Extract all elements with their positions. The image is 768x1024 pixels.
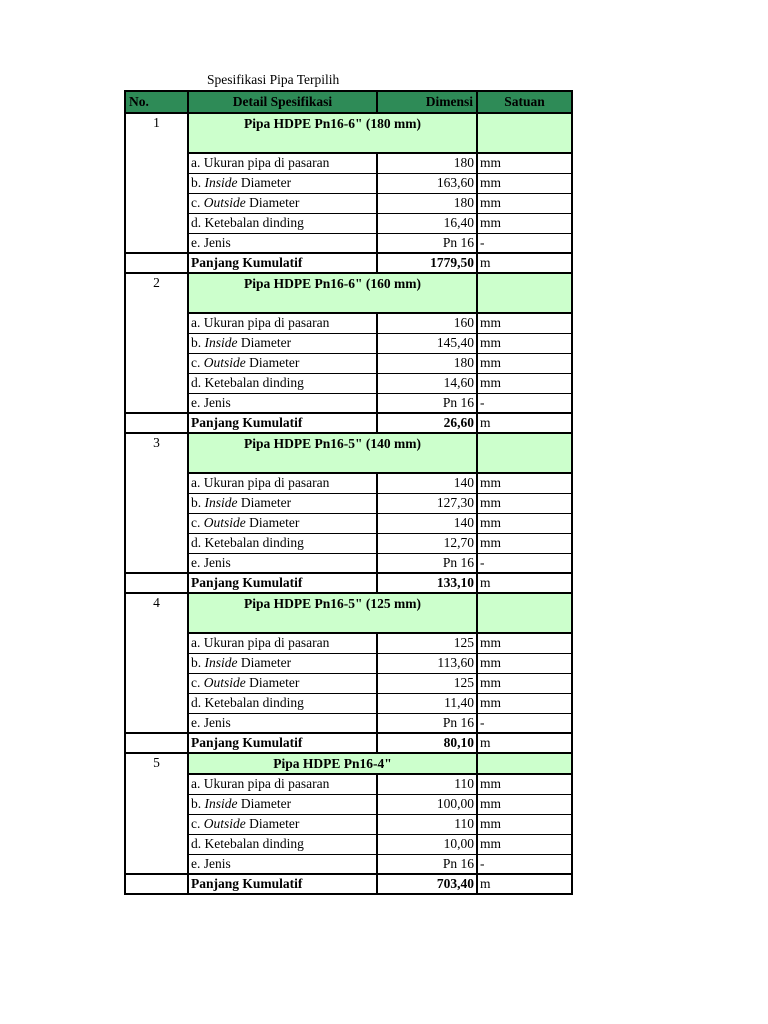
spec-item-label	[188, 473, 377, 493]
spec-item-label-suffix: Diameter	[237, 175, 292, 190]
spec-item-unit: mm	[477, 794, 572, 814]
spec-item-row	[125, 393, 572, 413]
header-dimension: Dimensi	[377, 91, 477, 113]
spec-item-row	[125, 313, 572, 333]
cumulative-length-unit: m	[477, 733, 572, 753]
spec-item-label-text: a. Ukuran pipa di pasaran	[191, 635, 330, 651]
spec-item-dimension: Pn 16	[377, 553, 477, 573]
spec-item-label	[188, 553, 377, 573]
spec-item-label	[188, 213, 377, 233]
spec-item-label	[188, 653, 377, 673]
spec-item-row	[125, 834, 572, 854]
spec-item-label-suffix: Diameter	[245, 816, 300, 831]
spec-item-row	[125, 673, 572, 693]
cumulative-length-value: 26,60	[377, 413, 477, 433]
spec-item-label	[188, 393, 377, 413]
spec-item-unit: mm	[477, 633, 572, 653]
spec-item-label-text: b.	[191, 175, 205, 190]
spec-item-label	[188, 313, 377, 333]
spec-item-label	[188, 774, 377, 794]
spec-item-label-suffix: Diameter	[237, 796, 292, 811]
section-title-unit-cell	[477, 273, 572, 313]
spec-item-dimension: 145,40	[377, 333, 477, 353]
section-title: Pipa HDPE Pn16-5" (125 mm)	[188, 593, 477, 633]
spec-item-label-emphasis: Inside	[204, 335, 238, 350]
spec-item-row	[125, 373, 572, 393]
spec-item-unit: mm	[477, 213, 572, 233]
spec-item-dimension: Pn 16	[377, 233, 477, 253]
cumulative-length-label: Panjang Kumulatif	[188, 253, 377, 273]
spec-item-unit: mm	[477, 173, 572, 193]
spec-item-label	[188, 153, 377, 173]
section-title-unit-cell	[477, 113, 572, 153]
section-title-row	[125, 273, 572, 313]
spec-item-label	[188, 834, 377, 854]
spec-item-label-text: a. Ukuran pipa di pasaran	[191, 776, 330, 792]
spec-item-label-text: b.	[191, 495, 205, 510]
spec-item-label-emphasis: Inside	[204, 175, 238, 190]
spec-item-label-emphasis: Inside	[204, 796, 238, 811]
table-header-row	[125, 91, 572, 113]
spec-item-label-text: d. Ketebalan dinding	[191, 215, 304, 230]
section-number: 5	[125, 753, 188, 874]
spec-item-unit: mm	[477, 473, 572, 493]
spec-item-label-suffix: Diameter	[245, 195, 300, 210]
cumulative-length-label: Panjang Kumulatif	[188, 733, 377, 753]
spec-item-label-text: c.	[191, 195, 204, 210]
spec-item-label	[188, 533, 377, 553]
spec-item-label-suffix: Diameter	[237, 495, 292, 510]
section-title-unit-cell	[477, 593, 572, 633]
spec-item-dimension: 160	[377, 313, 477, 333]
spec-item-dimension: Pn 16	[377, 854, 477, 874]
spec-item-label	[188, 513, 377, 533]
spec-item-label-emphasis: Inside	[204, 495, 238, 510]
spec-item-dimension: 180	[377, 353, 477, 373]
spec-item-label	[188, 814, 377, 834]
spec-item-unit: mm	[477, 153, 572, 173]
spec-item-unit: mm	[477, 353, 572, 373]
spec-item-label-text: c.	[191, 675, 204, 690]
section-title-row	[125, 433, 572, 473]
cumulative-length-no-cell	[125, 253, 188, 273]
spec-item-label	[188, 373, 377, 393]
section-title-unit-cell	[477, 433, 572, 473]
spec-item-label-emphasis: Outside	[203, 515, 246, 530]
spec-item-dimension: 11,40	[377, 693, 477, 713]
spec-item-dimension: 180	[377, 193, 477, 213]
spec-item-row	[125, 814, 572, 834]
spec-item-row	[125, 854, 572, 874]
section-number: 1	[125, 113, 188, 253]
spec-item-row	[125, 533, 572, 553]
cumulative-length-row	[125, 733, 572, 753]
section-title: Pipa HDPE Pn16-6" (160 mm)	[188, 273, 477, 313]
spec-item-unit: -	[477, 553, 572, 573]
spec-item-dimension: 125	[377, 633, 477, 653]
spec-item-unit: mm	[477, 333, 572, 353]
spec-item-label	[188, 794, 377, 814]
cumulative-length-label: Panjang Kumulatif	[188, 573, 377, 593]
spec-item-row	[125, 213, 572, 233]
spec-item-unit: mm	[477, 513, 572, 533]
spec-item-row	[125, 333, 572, 353]
spec-item-unit: mm	[477, 313, 572, 333]
spec-item-label-emphasis: Outside	[203, 675, 246, 690]
spec-item-row	[125, 193, 572, 213]
spec-item-unit: mm	[477, 814, 572, 834]
spec-item-label-text: a. Ukuran pipa di pasaran	[191, 475, 330, 491]
spec-item-label-text: c.	[191, 355, 204, 370]
spec-item-label-emphasis: Inside	[204, 655, 238, 670]
spec-item-label-text: c.	[191, 515, 204, 530]
cumulative-length-value: 133,10	[377, 573, 477, 593]
spec-item-label-emphasis: Outside	[203, 195, 246, 210]
spec-item-unit: mm	[477, 834, 572, 854]
spec-item-label-suffix: Diameter	[245, 515, 300, 530]
spec-item-unit: -	[477, 393, 572, 413]
spec-item-label-text: d. Ketebalan dinding	[191, 535, 304, 550]
cumulative-length-unit: m	[477, 874, 572, 894]
spec-item-label-suffix: Diameter	[237, 655, 292, 670]
spec-item-label	[188, 333, 377, 353]
spec-item-label-text: d. Ketebalan dinding	[191, 375, 304, 390]
spec-item-row	[125, 473, 572, 493]
spec-item-label	[188, 713, 377, 733]
spec-item-label-suffix: Diameter	[245, 355, 300, 370]
spec-item-dimension: 110	[377, 814, 477, 834]
spec-item-row	[125, 653, 572, 673]
spec-item-label-text: d. Ketebalan dinding	[191, 695, 304, 710]
section-title: Pipa HDPE Pn16-4"	[188, 753, 477, 774]
spec-item-row	[125, 794, 572, 814]
spec-item-label	[188, 173, 377, 193]
spec-item-label-text: e. Jenis	[191, 394, 231, 410]
header-unit: Satuan	[477, 91, 572, 113]
cumulative-length-row	[125, 413, 572, 433]
spec-item-unit: mm	[477, 193, 572, 213]
header-detail: Detail Spesifikasi	[188, 91, 377, 113]
section-title-row	[125, 753, 572, 774]
spec-item-dimension: Pn 16	[377, 713, 477, 733]
spec-item-label-text: b.	[191, 655, 205, 670]
spec-item-label-suffix: Diameter	[245, 675, 300, 690]
spec-item-dimension: 100,00	[377, 794, 477, 814]
spec-item-label-text: d. Ketebalan dinding	[191, 836, 304, 851]
spec-item-row	[125, 513, 572, 533]
cumulative-length-unit: m	[477, 413, 572, 433]
spec-item-unit: mm	[477, 493, 572, 513]
spec-item-label-text: e. Jenis	[191, 855, 231, 871]
spec-item-label-text: e. Jenis	[191, 554, 231, 570]
cumulative-length-no-cell	[125, 733, 188, 753]
spec-item-label-text: e. Jenis	[191, 714, 231, 730]
spec-item-unit: -	[477, 713, 572, 733]
spec-item-label-text: b.	[191, 335, 205, 350]
spec-item-dimension: 110	[377, 774, 477, 794]
spec-item-row	[125, 633, 572, 653]
spec-item-unit: mm	[477, 373, 572, 393]
section-number: 2	[125, 273, 188, 413]
cumulative-length-no-cell	[125, 413, 188, 433]
cumulative-length-value: 1779,50	[377, 253, 477, 273]
spec-item-label-emphasis: Outside	[203, 355, 246, 370]
cumulative-length-row	[125, 573, 572, 593]
spec-item-label	[188, 673, 377, 693]
spec-item-label-text: e. Jenis	[191, 234, 231, 250]
spec-item-label	[188, 233, 377, 253]
section-number: 3	[125, 433, 188, 573]
spec-item-label-emphasis: Outside	[203, 816, 246, 831]
spec-item-row	[125, 693, 572, 713]
spec-item-unit: mm	[477, 693, 572, 713]
section-title: Pipa HDPE Pn16-5" (140 mm)	[188, 433, 477, 473]
cumulative-length-label: Panjang Kumulatif	[188, 874, 377, 894]
spec-item-unit: -	[477, 854, 572, 874]
cumulative-length-no-cell	[125, 573, 188, 593]
spec-item-row	[125, 493, 572, 513]
spec-item-label	[188, 193, 377, 213]
spec-item-dimension: 180	[377, 153, 477, 173]
spec-item-dimension: 16,40	[377, 213, 477, 233]
spec-item-row	[125, 173, 572, 193]
spec-item-dimension: 125	[377, 673, 477, 693]
spec-item-unit: -	[477, 233, 572, 253]
spec-item-dimension: 140	[377, 513, 477, 533]
spec-item-row	[125, 153, 572, 173]
spec-item-row	[125, 553, 572, 573]
spec-item-dimension: 163,60	[377, 173, 477, 193]
spec-item-row	[125, 233, 572, 253]
spec-item-label-text: a. Ukuran pipa di pasaran	[191, 315, 330, 331]
cumulative-length-value: 703,40	[377, 874, 477, 894]
cumulative-length-label: Panjang Kumulatif	[188, 413, 377, 433]
spec-item-label	[188, 854, 377, 874]
spec-item-unit: mm	[477, 533, 572, 553]
spec-item-dimension: 14,60	[377, 373, 477, 393]
spec-item-label-text: a. Ukuran pipa di pasaran	[191, 155, 330, 171]
spec-item-dimension: 10,00	[377, 834, 477, 854]
spec-item-row	[125, 353, 572, 373]
spec-item-label-text: b.	[191, 796, 205, 811]
spec-item-dimension: 113,60	[377, 653, 477, 673]
cumulative-length-no-cell	[125, 874, 188, 894]
spec-item-row	[125, 774, 572, 794]
pipe-spec-table	[124, 90, 573, 895]
cumulative-length-row	[125, 874, 572, 894]
spec-item-label	[188, 633, 377, 653]
spec-item-dimension: 140	[377, 473, 477, 493]
spec-item-dimension: 127,30	[377, 493, 477, 513]
spec-item-label	[188, 693, 377, 713]
spec-item-dimension: Pn 16	[377, 393, 477, 413]
header-no: No.	[125, 91, 188, 113]
spec-item-label	[188, 493, 377, 513]
spec-item-dimension: 12,70	[377, 533, 477, 553]
spec-item-unit: mm	[477, 774, 572, 794]
cumulative-length-value: 80,10	[377, 733, 477, 753]
table-caption: Spesifikasi Pipa Terpilih	[207, 72, 340, 87]
table-body	[125, 113, 572, 894]
cumulative-length-unit: m	[477, 253, 572, 273]
section-title-row	[125, 113, 572, 153]
section-title: Pipa HDPE Pn16-6" (180 mm)	[188, 113, 477, 153]
spec-item-label-text: c.	[191, 816, 204, 831]
cumulative-length-row	[125, 253, 572, 273]
spec-item-unit: mm	[477, 653, 572, 673]
spec-item-unit: mm	[477, 673, 572, 693]
section-title-unit-cell	[477, 753, 572, 774]
spec-item-row	[125, 713, 572, 733]
spec-item-label	[188, 353, 377, 373]
spec-item-label-suffix: Diameter	[237, 335, 292, 350]
cumulative-length-unit: m	[477, 573, 572, 593]
section-title-row	[125, 593, 572, 633]
section-number: 4	[125, 593, 188, 733]
